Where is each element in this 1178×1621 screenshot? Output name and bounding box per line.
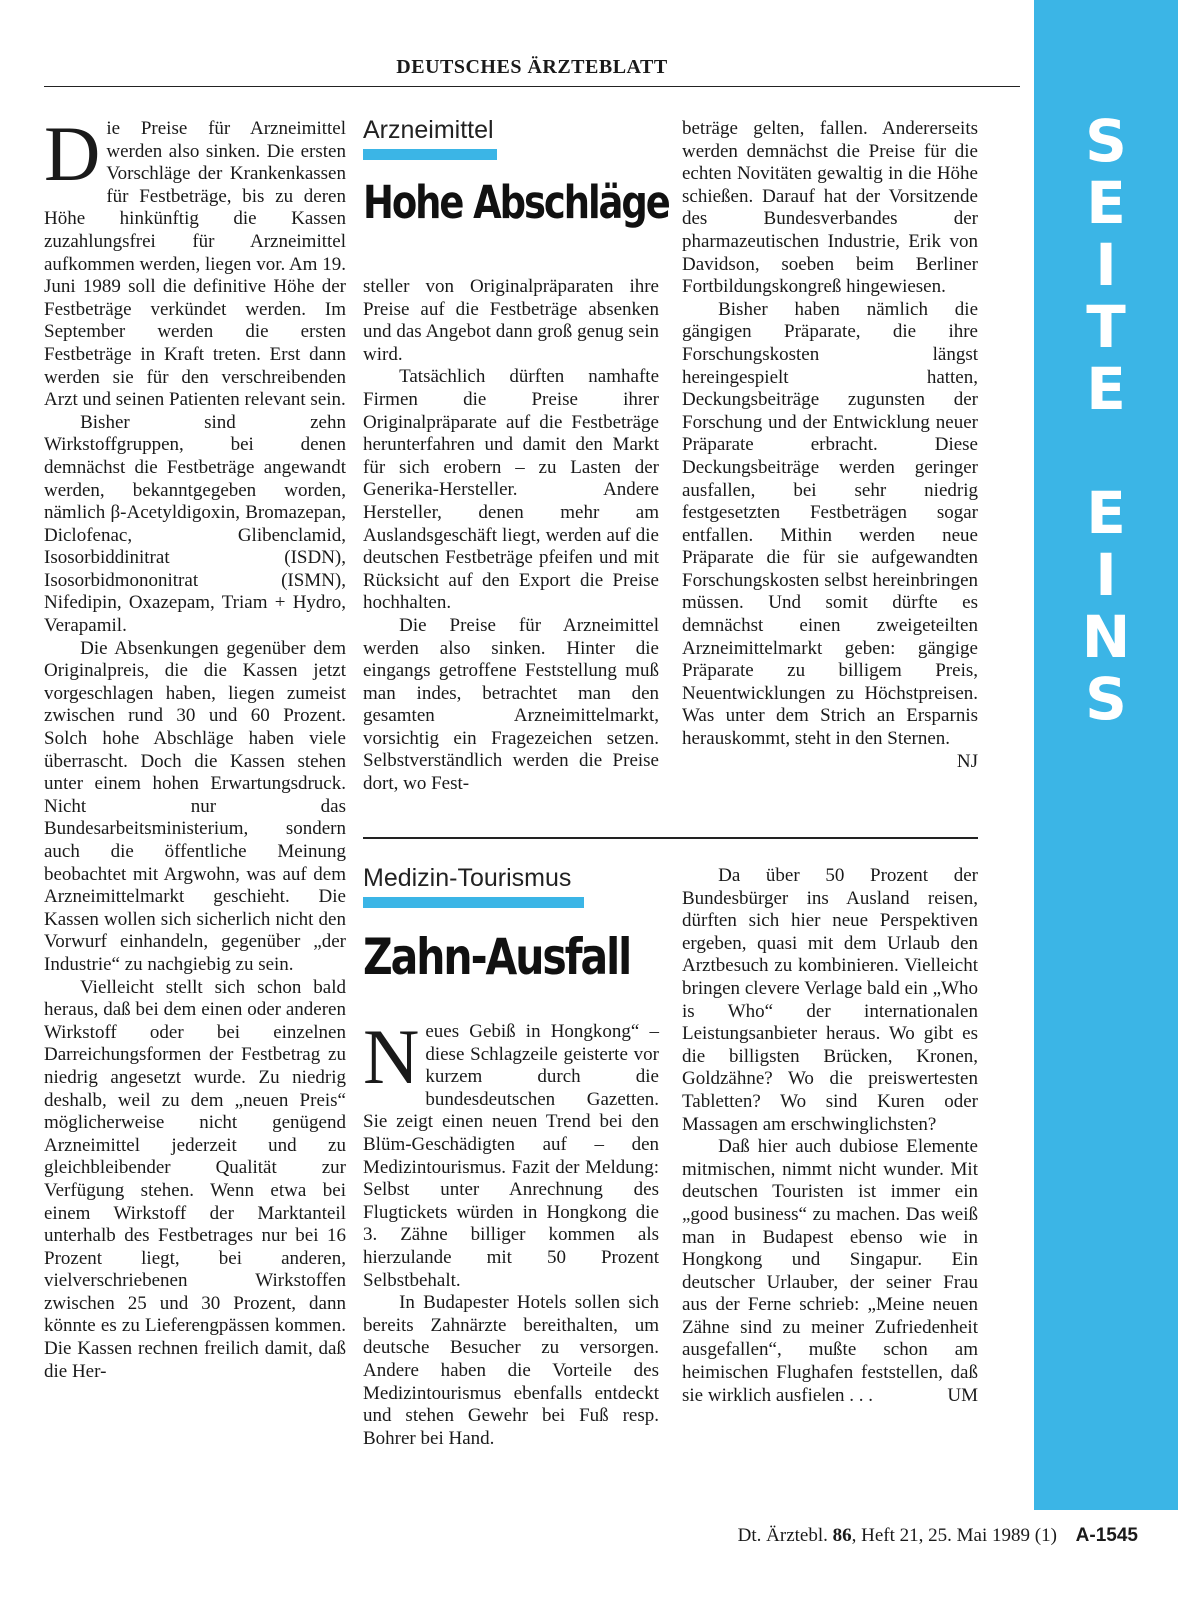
article1-kicker: Arzneimittel <box>363 116 494 144</box>
page-footer <box>738 1525 1138 1547</box>
paragraph-text: Bisher haben nämlich die gängigen Präparate, die ihre Forschungskosten längst hereingespielt hatten, Deckungsbeiträge zugunsten der Forschung und der Entwicklung neuer Präparate erbracht. Diese Deckungsbeiträge werden geringer ausfallen, bei sehr niedrig festgesetzten Festbeträgen sogar entfallen. Mithin werden neue Präparate die für sie aufgewandten Forschungskosten selbst hereinbringen müssen. Und somit dürfte es demnächst einen zweigeteilten Arzneimittelmarkt geben: gängige Präparate zu billigem Preis, Neuentwicklungen zu Höchstpreisen. Was unter dem Strich an Ersparnis herauskommt, steht in den Sternen. <box>682 298 978 750</box>
paragraph-text: Daß hier auch dubiose Elemente mitmischen, nimmt nicht wunder. Mit deutschen Touristen ist immer ein „good business“ zu machen. Das weiß man in Budapest ebenso wie in Hongkong und Singapur. Ein deutscher Urlauber, der seiner Frau aus der Ferne schrieb: „Meine neuen Zähne sind zu meiner Zufriedenheit ausgefallen“, mußte schon am heimischen Flughafen feststellen, daß sie wirklich ausfielen . . . <box>682 1136 978 1406</box>
drop-cap: N <box>363 1013 420 1100</box>
tab-letter: I <box>1095 231 1117 299</box>
article1-column-1 <box>44 110 346 1383</box>
tab-letter: E <box>1086 355 1126 423</box>
paragraph: In Budapester Hotels sollen sich bereits Zahnärzte bereithalten, um deutsche Besucher zu versorgen. Andere haben die Vorteile des Medizintourismus ebenfalls entdeckt und stehen Gewehr bei Fuß resp. Bohrer bei Hand. <box>363 1292 659 1449</box>
paragraph: Tatsächlich dürften namhafte Firmen die Preise ihrer Originalpräparate auf die Festbeträge herunterfahren und damit den Markt für sich erobern – zu Lasten der Generika-Hersteller. Andere Hersteller, denen mehr am Auslandsgeschäft liegt, werden auf die deutschen Festbeträge pfeifen und mit Rücksicht auf den Export die Preise hochhalten. <box>363 366 659 614</box>
paragraph: Vielleicht stellt sich schon bald heraus, daß bei dem einen oder anderen Wirkstoff oder bei einzelnen Darreichungsformen der Festbetrag zu niedrig angesetzt wurde. Zu niedrig deshalb, weil zu dem „neuen Preis“ möglicherweise nicht genügend Arzneimittel jederzeit und zu gleichbleibender Qualität zur Verfügung stehen. Wenn etwa bei einem Wirkstoff der Marktanteil unterhalb des Festbetrages nur bei 16 Prozent liegt, bei anderen, vielverschriebenen Wirkstoffen zwischen 25 und 30 Prozent, dann könnte es zu Lieferengpässen kommen. Die Kassen rechnen freilich damit, daß die Her- <box>44 976 346 1382</box>
paragraph: Die Absenkungen gegenüber dem Originalpreis, die die Kassen jetzt vorgeschlagen haben, liegen zumeist zwischen rund 30 und 60 Prozent. Solch hohe Abschläge haben viele überrascht. Doch die Kassen stehen unter einem hohen Erwartungsdruck. Nicht nur das Bundesarbeitsministerium, sondern auch die öffentliche Meinung beobachtet mit Argwohn, was auf dem Arzneimittelmarkt geschieht. Die Kassen wollen sich sicherlich nicht den Vorwurf einhandeln, gegenüber „der Industrie“ zu nachgiebig zu sein. <box>44 637 346 975</box>
paragraph-text: eues Gebiß in Hongkong“ – diese Schlagzeile geisterte vor kurzem durch die bundesdeutschen Gazetten. Sie zeigt einen neuen Trend bei den Blüm-Geschädigten auf – den Medizintourismus. Fazit der Meldung: Selbst unter Anrechnung des Flugtickets würden in Hongkong die 3. Zähne billiger kommen als hierzulande mit 50 Prozent Selbstbehalt. <box>363 1021 659 1291</box>
footer-journal: Dt. Ärztebl. <box>737 1525 828 1546</box>
paragraph: Da über 50 Prozent der Bundesbürger ins Ausland reisen, dürften sich hier neue Perspektiven ergeben, quasi mit dem Urlaub den Arztbesuch zu kombinieren. Vielleicht bringen clevere Verlage bald ein „Who is Who“ der internationalen Leistungsanbieter heraus. Wo gibt es die billigsten Brücken, Kronen, Goldzähne? Wo die preiswertesten Tabletten? Wo sind Kuren oder Massagen am erschwinglichsten? <box>682 865 978 1135</box>
tab-letter: N <box>1081 603 1131 671</box>
page-number: A-1545 <box>1075 1525 1138 1546</box>
section-tab-seite-eins <box>1034 0 1178 1510</box>
tab-letter: E <box>1086 479 1126 547</box>
section-tab-letters <box>1034 107 1178 733</box>
tab-letter: T <box>1086 293 1126 361</box>
tab-letter: S <box>1085 665 1127 733</box>
article2-column-3 <box>682 865 978 1407</box>
article1-column-2 <box>363 276 659 796</box>
tab-letter: I <box>1095 541 1117 609</box>
footer-issue: , Heft 21, 25. Mai 1989 (1) <box>851 1525 1057 1546</box>
masthead <box>44 52 1020 87</box>
paragraph: beträge gelten, fallen. Andererseits werden demnächst die Preise für die echten Novitäten gewaltig in die Höhe schießen. Darauf hat der Vorsitzende des Bundesverbandes der pharmazeutischen Industrie, Erik von Davidson, soeben beim Berliner Fortbildungskongreß hingewiesen. <box>682 118 978 298</box>
author-initials: UM <box>947 1384 978 1406</box>
article2-column-2 <box>363 1013 659 1450</box>
footer-volume: 86 <box>832 1525 852 1546</box>
article2-kicker: Medizin-Tourismus <box>363 864 572 892</box>
paragraph <box>363 1013 659 1292</box>
journal-title: DEUTSCHES ÄRZTEBLATT <box>396 56 668 78</box>
drop-cap: D <box>44 110 101 197</box>
article1-column-3 <box>682 118 978 773</box>
paragraph: Die Preise für Arzneimittel werden also sinken. Hinter die eingangs getroffene Feststellung muß man indes, betrachtet man den gesamten Arzneimittelmarkt, vorsichtig ein Fragezeichen setzen. Selbstverständlich werden die Preise dort, wo Fest- <box>363 614 659 795</box>
paragraph: steller von Originalpräparaten ihre Preise auf die Festbeträge absenken und das Angebot dann groß genug sein wird. <box>363 276 659 365</box>
article2-headline: Zahn-Ausfall <box>363 928 631 986</box>
paragraph: Bisher sind zehn Wirkstoffgruppen, bei denen demnächst die Festbeträge angewandt werden, bekanntgegeben worden, nämlich β-Acetyldigoxin, Bromazepan, Diclofenac, Glibenclamid, Isosorbiddinitrat (ISDN), Isosorbidmononitrat (ISMN), Nifedipin, Oxazepam, Triam + Hydro, Verapamil. <box>44 411 346 637</box>
author-initials: NJ <box>956 750 978 772</box>
paragraph <box>682 298 978 772</box>
paragraph-text: ie Preise für Arzneimittel werden also sinken. Die ersten Vorschläge der Krankenkassen für Festbeträge, bis zu deren Höhe hinkünftig die Kassen zuzahlungsfrei für Arzneimittel aufkommen werden, liegen vor. Am 19. Juni 1989 soll die definitive Höhe der Festbeträge verkündet werden. Im September werden die ersten Festbeträge in Kraft treten. Erst dann werden sie für den verschreibenden Arzt und seinen Patienten relevant sein. <box>44 118 346 411</box>
article-divider <box>363 837 978 839</box>
article2-kicker-bar <box>363 897 584 908</box>
article1-kicker-bar <box>363 149 497 160</box>
article1-headline: Hohe Abschläge <box>363 176 669 229</box>
tab-letter: S <box>1085 107 1127 175</box>
paragraph <box>682 1136 978 1407</box>
paragraph <box>44 110 346 412</box>
tab-letter: E <box>1086 169 1126 237</box>
